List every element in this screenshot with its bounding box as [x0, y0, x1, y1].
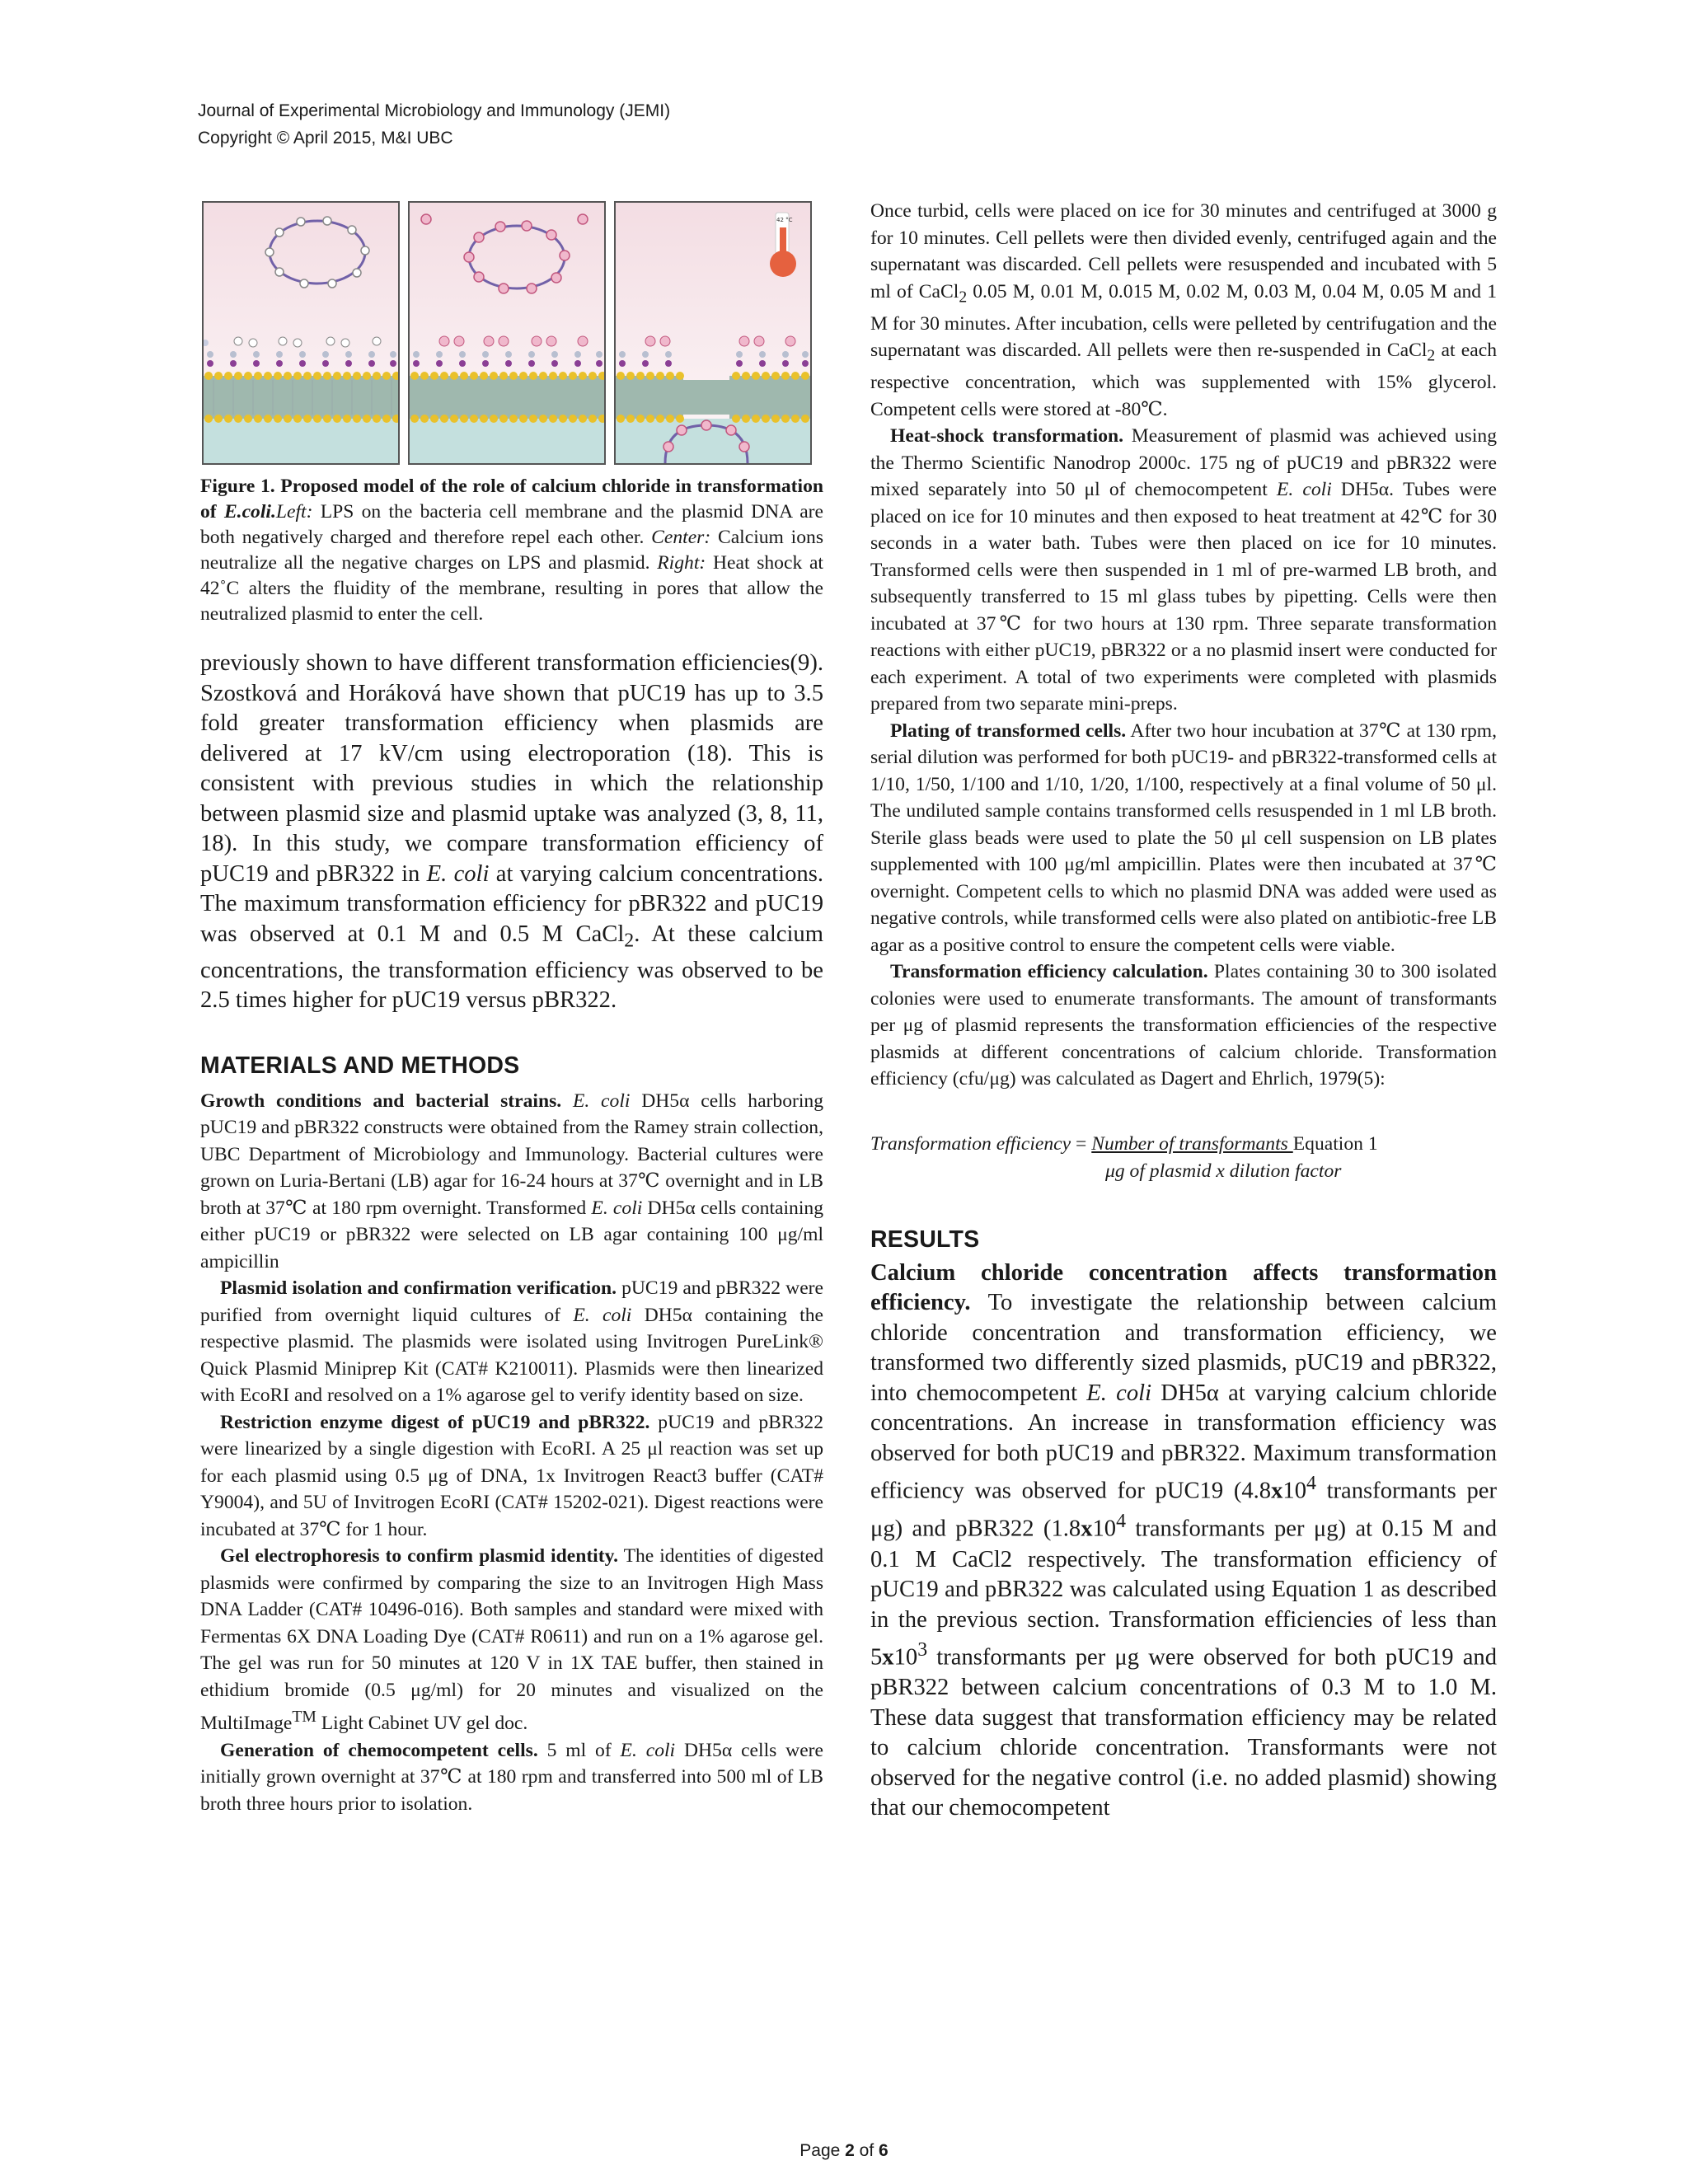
journal-title: Journal of Experimental Microbiology and Immunology (JEMI): [198, 101, 671, 120]
copyright-line: Copyright © April 2015, M&I UBC: [198, 129, 453, 148]
chemo-continued-paragraph: [870, 198, 1497, 423]
gel-text-2: Light Cabinet UV gel doc.: [316, 1713, 528, 1735]
membrane-repel-illustration: [204, 203, 398, 463]
intro-text-1: previously shown to have different transformation efficiencies(9). Szostková and Horáková have shown that pUC19 has up to 3.5 fold greater transformation efficiency when plasmids are delivered at 17 kV/cm using electroporation (18). This is consistent with previous studies in which the relationship between plasmid size and plasmid uptake was analyzed (3, 8, 11, 18). In this study, we compare transformation efficiency of pUC19 and pBR322 in: [200, 650, 823, 887]
caption-left-text: LPS on the bacteria cell membrane and the plasmid DNA are both negatively charged and therefore repel each other.: [200, 501, 823, 548]
caption-right-label: Right:: [657, 552, 706, 574]
gel-paragraph: [200, 1543, 823, 1736]
results-text-7: 10: [893, 1644, 918, 1671]
results-heading: RESULTS: [870, 1226, 980, 1253]
growth-text-1: DH5α cells harboring pUC19 and pBR322 constructs were obtained from the Ramey strain collection, UBC Department of Microbiology and Immunology. Bacterial cultures were grown on Luria-Bertani (LB) agar for 16-24 hours at 37℃ overnight and in LB broth at 37℃ at 180 rpm overnight. Transformed: [200, 1090, 823, 1219]
figure-panel-right: [614, 201, 812, 465]
intro-text-2: at varying calcium concentrations. The maximum transformation efficiency for pBR322 and pUC19 was observed at 0.1 M and 0.5 M CaCl: [200, 860, 823, 947]
growth-space: [561, 1090, 573, 1112]
calcium-neutralize-illustration: [410, 203, 604, 463]
chemo-paragraph: [200, 1737, 823, 1818]
journal-header: [198, 97, 670, 152]
methods-heading: MATERIALS AND METHODS: [200, 1052, 520, 1079]
caption-center-label: Center:: [651, 527, 711, 548]
results-times-2: x: [1081, 1516, 1093, 1542]
heat-shock-illustration: [616, 203, 810, 463]
page-total: 6: [879, 2141, 889, 2160]
heatshock-paragraph: [870, 423, 1497, 718]
isolation-paragraph: [200, 1275, 823, 1409]
footer-of: of: [854, 2141, 879, 2160]
isolation-title: Plasmid isolation and confirmation verification.: [220, 1277, 617, 1300]
intro-subscript: 2: [624, 930, 635, 952]
isolation-text-2: DH5α containing the respective plasmid. The plasmids were isolated using Invitrogen PureLink® Quick Plasmid Miniprep Kit (CAT# K210011). Plasmids were then linearized with EcoRI and resolved on a 1% agarose gel to verify identity based on size.: [200, 1304, 824, 1407]
equation-lhs: Transformation efficiency: [870, 1132, 1071, 1155]
results-times-1: x: [1271, 1478, 1283, 1504]
calc-text: Plates containing 30 to 300 isolated colonies were used to enumerate transformants. The amount of transformants per μg of plasmid represents the transformation efficiencies of the respective plasmids at different concentrations of calcium chloride. Transformation efficiency (cfu/μg) was calculated as Dagert and Ehrlich, 1979(5):: [870, 961, 1497, 1090]
figure-panel-left: [202, 201, 400, 465]
intro-text-3: . At these calcium concentrations, the transformation efficiency was observed to be 2.5 times higher for pUC19 versus pBR322.: [200, 921, 823, 1014]
equation-denominator: μg of plasmid x dilution factor: [1105, 1160, 1342, 1182]
figure-1: [200, 198, 823, 467]
isolation-species: E. coli: [573, 1304, 632, 1326]
chemo-text-1: 5 ml of: [537, 1739, 621, 1761]
results-exp-1: 4: [1306, 1473, 1316, 1495]
caption-center-text: Calcium ions neutralize all the negative charges on LPS and plasmid.: [200, 527, 823, 574]
heatshock-text-1: Measurement of plasmid was achieved using the Thermo Scientific Nanodrop 2000c. 175 ng of pUC19 and pBR322 were mixed separately into 50 μl of chemocompetent: [870, 425, 1497, 501]
heatshock-text-2: DH5α. Tubes were placed on ice for 10 minutes and then exposed to heat treatment at 42℃ for 30 seconds in a water bath. Tubes were then placed on ice for 10 minutes. Transformed cells were then suspended in 1 ml of pre-warmed LB broth, and subsequently transferred to 15 ml glass tubes by pipetting. Cells were then incubated at 37℃ for two hours at 130 rpm. Three separate transformation reactions with either pUC19, pBR322 or a no plasmid insert were conducted for each experiment. A total of two experiments were completed with plasmids prepared from two separate mini-preps.: [870, 479, 1497, 715]
caption-title: Figure 1. Proposed model of the role of calcium chloride in transformation of: [200, 476, 823, 523]
growth-species-1: E. coli: [572, 1090, 631, 1112]
thermometer-label: 42 °C: [776, 217, 793, 223]
results-text-8: transformants per μg were observed for both pUC19 and pBR322 between calcium concentrations of 0.3 M to 1.0 M. These data suggest that transformation efficiency may be related to calcium chloride concentration. Transformants were not observed for the negative control (i.e. no added plasmid) showing that our chemocompetent: [870, 1644, 1497, 1821]
heatshock-species: E. coli: [1276, 479, 1332, 501]
growth-text-2: DH5α cells containing either pUC19 or pBR322 were selected on LB agar containing 100 μg/ml ampicillin: [200, 1197, 823, 1272]
page-footer: [0, 2141, 1688, 2161]
plating-text: After two hour incubation at 37℃ at 130 rpm, serial dilution was performed for both pUC19- and pBR322-transformed cells at 1/10, 1/50, 1/100 and 1/10, 1/20, 1/100, respectively at a final volume of 50 μl. The undiluted sample contains transformed cells resuspended in 1 ml LB broth. Sterile glass beads were used to plate the 50 μl cell suspension on LB plates supplemented with 100 μg/ml ampicillin. Plates were then incubated at 37℃ overnight. Competent cells to which no plasmid DNA was added were used as negative controls, while transformed cells were also plated on antibiotic-free LB agar as a positive control to ensure the competent cells were viable.: [870, 719, 1497, 956]
right-column: [870, 198, 1497, 1824]
chemo-text-2: DH5α cells were initially grown overnight at 37℃ at 180 rpm and transferred into 500 ml of LB broth three hours prior to isolation.: [200, 1739, 824, 1815]
page-number: 2: [845, 2141, 855, 2160]
plating-paragraph: [870, 718, 1497, 959]
results-exp-3: 3: [917, 1639, 928, 1661]
results-species: E. coli: [1086, 1380, 1152, 1406]
intro-species: E. coli: [426, 860, 490, 887]
plating-title: Plating of transformed cells.: [890, 719, 1127, 742]
calc-title: Transformation efficiency calculation.: [890, 961, 1208, 983]
equation-label: Equation 1: [1292, 1132, 1378, 1155]
caption-right-text: Heat shock at 42˚C alters the fluidity of the membrane, resulting in pores that allow the neutralized plasmid to enter the cell.: [200, 552, 823, 625]
chemo-cont-text-3: at each respective concentration, which was supplemented with 15% glycerol. Competent cells were stored at -80℃.: [870, 340, 1497, 420]
left-column: [200, 198, 823, 1817]
calc-paragraph: [870, 958, 1497, 1093]
caption-species: E.coli.: [223, 501, 276, 523]
gel-title: Gel electrophoresis to confirm plasmid identity.: [220, 1545, 618, 1568]
digest-text: pUC19 and pBR322 were linearized by a single digestion with EcoRI. A 25 μl reaction was set up for each plasmid using 0.5 μg of DNA, 1x Invitrogen React3 buffer (CAT# Y9004), and 5U of Invitrogen EcoRI (CAT# 15202-021). Digest reactions were incubated at 37℃ for 1 hour.: [200, 1411, 823, 1540]
figure-caption: [200, 474, 823, 627]
footer-prefix: Page: [799, 2141, 846, 2160]
equation-numerator: Number of transformants: [1091, 1132, 1293, 1155]
heatshock-title: Heat-shock transformation.: [890, 425, 1124, 448]
chemo-cont-text-2: 0.05 M, 0.01 M, 0.015 M, 0.02 M, 0.03 M, 0.04 M, 0.05 M and 1 M for 30 minutes. After incubation, cells were pelleted by centrifugation and the supernatant was discarded. All pellets were then re-suspended in CaCl: [870, 280, 1498, 362]
digest-paragraph: [200, 1409, 823, 1544]
results-text-2: DH5α at varying calcium chloride concentrations. An increase in transformation efficiency was observed for both pUC19 and pBR322. Maximum transformation efficiency was observed for pUC19 (4.8: [870, 1380, 1498, 1504]
chemo-cont-sub-2: 2: [1427, 346, 1436, 365]
results-text-4: transformants per μg) and pBR322 (1.8: [870, 1478, 1498, 1542]
growth-paragraph: [200, 1088, 823, 1276]
results-times-3: x: [882, 1644, 894, 1671]
results-text-5: 10: [1092, 1516, 1117, 1542]
results-paragraph: [870, 1258, 1497, 1824]
results-title: Calcium chloride concentration affects transformation efficiency.: [870, 1259, 1497, 1316]
isolation-text-1: pUC19 and pBR322 were purified from overnight liquid cultures of: [200, 1277, 823, 1326]
results-exp-2: 4: [1116, 1511, 1127, 1533]
growth-species-2: E. coli: [591, 1197, 643, 1219]
chemo-species: E. coli: [620, 1739, 676, 1761]
chemo-cont-text-1: Once turbid, cells were placed on ice for 30 minutes and centrifuged at 3000 g for 10 minutes. Cell pellets were then divided evenly, centrifuged again and the supernatant was discarded. Cell pellets were resuspended and incubated with 5 ml of CaCl: [870, 200, 1497, 302]
intro-paragraph: [200, 649, 823, 1016]
digest-title: Restriction enzyme digest of pUC19 and pBR322.: [220, 1411, 650, 1433]
figure-panel-center: [408, 201, 606, 465]
growth-title: Growth conditions and bacterial strains.: [200, 1090, 562, 1112]
results-text-6: transformants per μg) at 0.15 M and 0.1 M CaCl2 respectively. The transformation efficiency of pUC19 and pBR322 was calculated using Equation 1 as described in the previous section. Transformation efficiencies of less than 5: [870, 1516, 1497, 1671]
equation-1: [870, 1131, 1497, 1185]
results-text-1: To investigate the relationship between calcium chloride concentration and transformation efficiency, we transformed two differently sized plasmids, pUC19 and pBR322, into chemocompetent: [870, 1290, 1497, 1406]
gel-trademark: TM: [292, 1708, 316, 1727]
results-text-3: 10: [1282, 1478, 1306, 1504]
equation-equals: =: [1071, 1132, 1092, 1155]
caption-left-label: Left:: [275, 501, 313, 523]
gel-text-1: The identities of digested plasmids were confirmed by comparing the size to an Invitrogen High Mass DNA Ladder (CAT# 10496-016). Both samples and standard were mixed with Fermentas 6X DNA Loading Dye (CAT# R0611) and run on a 1% agarose gel. The gel was run for 50 minutes at 120 V in 1X TAE buffer, then stained in ethidium bromide (0.5 μg/ml) for 20 minutes and visualized on the MultiImage: [200, 1545, 823, 1735]
chemo-title: Generation of chemocompetent cells.: [220, 1739, 538, 1761]
chemo-cont-sub-1: 2: [959, 288, 968, 307]
